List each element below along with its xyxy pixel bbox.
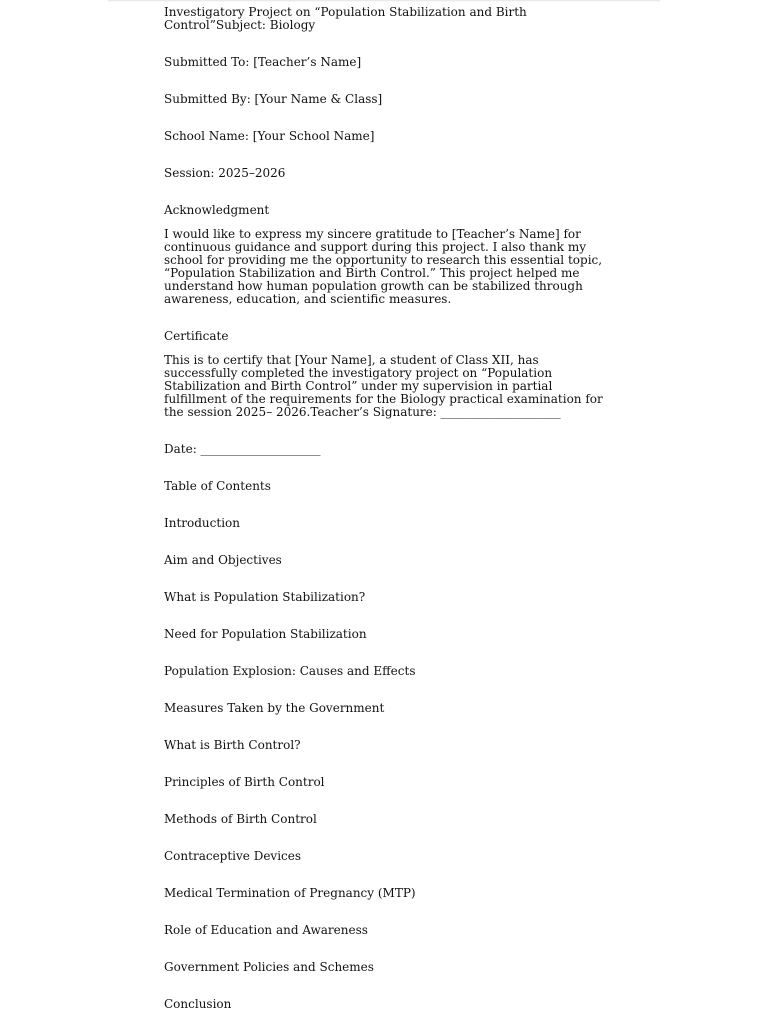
acknowledgment-paragraph: I would like to express my sincere gratitude to [Teacher’s Name] for continuous guidance and support during this project. I also thank my school for providing me the opportunity to research this essential topic, “Population Stabilization and Birth Control.” This project helped me understand how human population growth can be stabilized through awareness, education, and scientific measures. <box>164 227 603 306</box>
toc-item: Need for Population Stabilization <box>164 627 367 641</box>
document-page <box>164 6 612 1035</box>
toc-item: Introduction <box>164 516 240 530</box>
submitted-to-line: Submitted To: [Teacher’s Name] <box>164 55 362 69</box>
certificate-heading: Certificate <box>164 329 229 343</box>
toc-item: What is Birth Control? <box>164 738 301 752</box>
toc-item: Contraceptive Devices <box>164 849 302 863</box>
certificate-paragraph: This is to certify that [Your Name], a student of Class XII, has successfully completed the investigatory project on “Population Stabilization and Birth Control” under my supervision in partial fulfillment of the requirements for the Biology practical examination for the session 2025– 2026.Teacher’s Signature: ____________________ <box>164 353 603 419</box>
toc-heading: Table of Contents <box>164 479 271 493</box>
toc-item: Medical Termination of Pregnancy (MTP) <box>164 886 416 900</box>
submitted-by-line: Submitted By: [Your Name & Class] <box>164 92 383 106</box>
toc-item: Principles of Birth Control <box>164 775 325 789</box>
toc-list <box>164 517 612 1011</box>
toc-item: Population Explosion: Causes and Effects <box>164 664 416 678</box>
toc-item: What is Population Stabilization? <box>164 590 366 604</box>
document-title: Investigatory Project on “Population Stabilization and Birth Control”Subject: Biology <box>164 5 527 32</box>
toc-item: Measures Taken by the Government <box>164 701 385 715</box>
toc-item: Aim and Objectives <box>164 553 282 567</box>
toc-item: Methods of Birth Control <box>164 812 317 826</box>
toc-item: Role of Education and Awareness <box>164 923 368 937</box>
toc-item: Government Policies and Schemes <box>164 960 374 974</box>
school-name-line: School Name: [Your School Name] <box>164 129 375 143</box>
date-line: Date: ____________________ <box>164 442 321 456</box>
session-line: Session: 2025–2026 <box>164 166 286 180</box>
page-top-edge <box>108 0 660 2</box>
acknowledgment-heading: Acknowledgment <box>164 203 270 217</box>
toc-item: Conclusion <box>164 997 232 1011</box>
